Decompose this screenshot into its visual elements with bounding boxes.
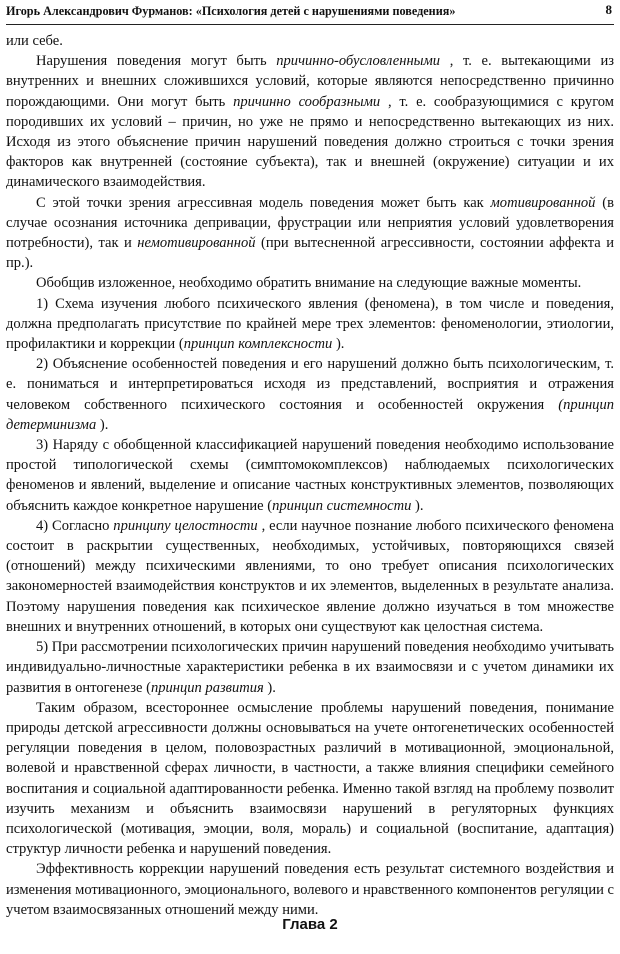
text-run: Обобщив изложенное, необходимо обратить внимание на следующие важные моменты. [36,275,582,292]
paragraph [6,193,614,274]
text-run: (в случае осознания источника депривации, фрустрации или неприятия условий удовлетворения потребности), так и [6,194,614,252]
italic-term: принцип развития [150,679,264,696]
text-run: или себе. [6,33,63,49]
italic-term: (принцип детерминизма [6,396,614,433]
italic-term: принцип системности [272,497,412,514]
italic-term: принцип комплексности [183,336,333,353]
paragraph [6,516,614,637]
paragraph-continuation [6,31,614,51]
text-run: 4) Согласно [36,517,114,534]
paragraph [6,294,614,355]
italic-term: принципу целостности [113,517,258,534]
text-run: 2) Объяснение особенностей поведения и его нарушений должно быть психологическим, т. е. пониматься и интерпретироваться исходя из представлений, восприятия и отражения человеком собственного психического состояния и особенностей окружения [6,356,614,413]
running-header [6,2,614,25]
text-run: , т. е. вытекающими из внутренних и внешних сложившихся условий, которые являются непосредственно причинно порождающими. Они могут быть [6,53,615,110]
paragraph [6,637,614,698]
italic-term: немотивированной [137,235,256,252]
text-run: , т. е. сообразующимися с кругом породивших их условий – причин, но уже не прямо и непосредственно вытекающих из них. Исходя из этого объяснение причин нарушений поведения должно строиться с точки зрения факторов как внутренней (состояние субъекта), так и внешней (окружение) ситуации и их динамического взаимодействия. [6,93,615,191]
text-run: Эффективность коррекции нарушений поведения есть результат системного воздействия и изменения мотивационного, эмоционального, волевого и нравственного компонентов регуляции с учетом взаимосвязанных отношений между ними. [6,861,614,918]
text-run: , если научное познание любого психического феномена состоит в раскрытии существенных, необходимых, устойчивых, повторяющихся связей (отношений) между психическими явлениями, то оно требует описания психологических закономерностей взаимодействия конструктов и их элементов, выделенных в результате анализа. Поэтому нарушения поведения как психическое явление должно изучаться в том множестве внешних и внутренних отношений, в которых они существуют как целостная система. [6,517,614,635]
paragraph [6,698,614,860]
text-run: Нарушения поведения могут быть [36,53,277,70]
italic-term: причинно сообразными [233,93,381,110]
text-run: ). [263,679,276,696]
paragraph [6,354,614,435]
text-run: 3) Наряду с обобщенной классификацией нарушений поведения необходимо использование простой типологической схемы (симптомокомплексов) наблюдаемых психологических феноменов и явлений, выделение и описание частных конструктивных элементов, позволяющих объяснить каждое конкретное нарушение ( [6,437,614,514]
text-run: С этой точки зрения агрессивная модель поведения может быть как [36,194,491,211]
text-run: ). [332,336,345,353]
paragraph [6,273,614,293]
text-run: Таким образом, всестороннее осмысление проблемы нарушений поведения, понимание природы детской агрессивности должны основываться на учете онтогенетических особенностей регуляции поведения в целом, половозрастных различий в мотивационной, эмоциональной, волевой и нравственной сферах личности, в частности, а также влияния специфики семейного воспитания и социальной адаптированности ребенка. Именно такой взгляд на проблему позволит изучить механизм и объяснить взаимосвязи нарушений в регуляторных функциях психологической (мотивация, эмоции, воля, мораль) и социальной (воспитание, адаптация) структур личности ребенка и нарушений поведения. [6,699,614,858]
paragraph [6,859,614,920]
chapter-title: Глава 2 [282,916,338,933]
text-run: ). [411,497,424,514]
body-text [6,31,614,920]
paragraph [6,51,614,192]
text-run: ). [96,416,109,433]
page-number: 8 [605,2,612,17]
text-run: (при вытесненной агрессивности, состоянии аффекта и пр.). [6,235,614,272]
text-run: 1) Схема изучения любого психического явления (феномена), в том числе и поведения, должна предполагать присутствие по крайней мере трех элементов: феноменологии, этиологии, профилактики и коррекции ( [6,295,614,353]
italic-term: причинно-обусловленными [276,53,441,70]
italic-term: мотивированной [490,194,596,211]
paragraph [6,435,614,516]
text-run: 5) При рассмотрении психологических причин нарушений поведения необходимо учитывать индивидуально-личностные характеристики ребенка в их взаимосвязи и с учетом динамики их развития в онтогенезе ( [6,639,614,696]
header-title: Игорь Александрович Фурманов: «Психология детей с нарушениями поведения» [6,4,456,18]
